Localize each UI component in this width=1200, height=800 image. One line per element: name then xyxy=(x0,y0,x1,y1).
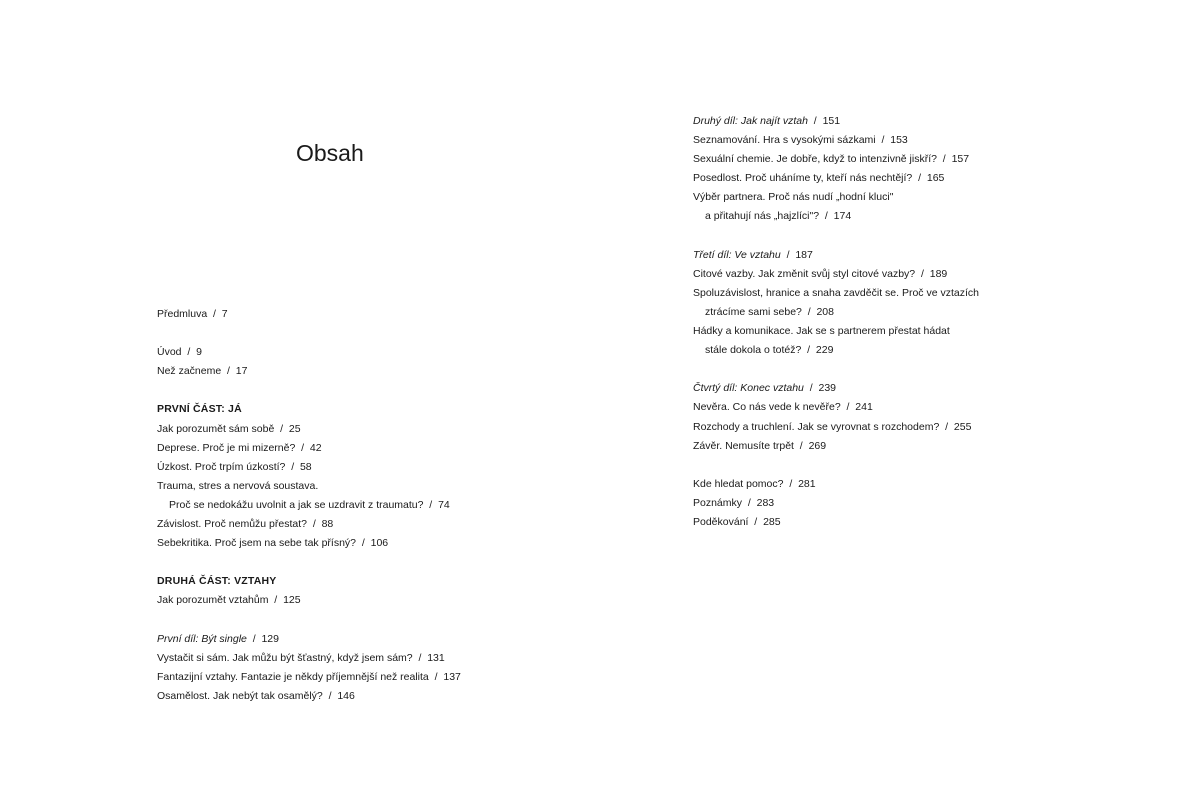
toc-page-number: 241 xyxy=(855,401,873,414)
toc-page-number: 88 xyxy=(321,518,334,531)
toc-entry-title: Jak porozumět vztahům xyxy=(157,594,269,607)
toc-section-heading xyxy=(693,112,1153,131)
toc-page-number: 174 xyxy=(833,210,852,223)
toc-entry-title: Proč se nedokážu uvolnit a jak se uzdravit z traumatu? xyxy=(169,498,424,511)
toc-entry xyxy=(157,343,617,362)
toc-separator: / xyxy=(221,365,236,378)
toc-entry-title: PRVNÍ ČÁST: JÁ xyxy=(157,403,242,416)
toc-entry xyxy=(157,534,617,553)
toc-entry-title: Sebekritika. Proč jsem na sebe tak přísný? xyxy=(157,537,357,550)
toc-separator: / xyxy=(322,689,338,702)
toc-page-number: 269 xyxy=(808,439,827,452)
toc-entry xyxy=(157,305,617,324)
toc-page-number: 106 xyxy=(370,537,389,550)
toc-entry-title: a přitahují nás „hajzlíci"? xyxy=(705,210,820,223)
toc-page-number: 283 xyxy=(756,496,775,509)
toc-page-number: 7 xyxy=(221,308,228,320)
toc-entry-title: Poznámky xyxy=(693,496,743,509)
toc-entry-title: Seznamování. Hra s vysokými sázkami xyxy=(693,134,876,147)
toc-page-number: 208 xyxy=(816,305,834,318)
toc-spacer xyxy=(157,553,617,572)
toc-entry-title: Deprese. Proč je mi mizerně? xyxy=(157,441,296,454)
toc-entry-title: ztrácíme sami sebe? xyxy=(705,305,802,318)
toc-spacer xyxy=(693,360,1153,379)
toc-left-column xyxy=(157,305,617,706)
toc-part-heading xyxy=(157,572,617,591)
toc-entry-title: Rozchody a truchlení. Jak se vyrovnat s rozchodem? xyxy=(693,420,940,433)
toc-entry-title: Než začneme xyxy=(157,365,222,378)
toc-entry-title: DRUHÁ ČÁST: VZTAHY xyxy=(157,575,277,588)
toc-page-number: 157 xyxy=(951,153,970,166)
toc-page-number: 153 xyxy=(890,134,908,147)
toc-separator: / xyxy=(780,248,796,261)
toc-separator: / xyxy=(875,134,891,147)
toc-page-number: 131 xyxy=(427,651,445,664)
toc-page-number: 285 xyxy=(763,515,781,528)
toc-entry xyxy=(157,420,617,439)
toc-spacer xyxy=(157,611,617,630)
toc-entry xyxy=(693,437,1153,456)
toc-entry-title: stále dokola o totéž? xyxy=(705,344,802,357)
toc-spacer xyxy=(157,381,617,400)
toc-separator: / xyxy=(801,305,817,318)
toc-entry xyxy=(693,513,1153,532)
toc-entry-title: Hádky a komunikace. Jak se s partnerem přestat hádat xyxy=(693,325,950,338)
toc-entry-title: Vystačit si sám. Jak můžu být šťastný, když jsem sám? xyxy=(157,651,413,664)
toc-entry xyxy=(693,265,1153,284)
toc-entry-title: Sexuální chemie. Je dobře, když to intenzivně jiskří? xyxy=(693,153,937,166)
toc-entry-title: Spoluzávislost, hranice a snaha zavděčit se. Proč ve vztazích xyxy=(693,286,979,299)
toc-separator: / xyxy=(936,153,952,166)
toc-section-heading xyxy=(693,379,1153,398)
toc-page-number: 74 xyxy=(438,498,450,511)
toc-separator: / xyxy=(356,537,371,550)
toc-page-number: 146 xyxy=(337,689,355,702)
toc-separator: / xyxy=(295,441,310,454)
toc-entry-title: Fantazijní vztahy. Fantazie je někdy příjemnější než realita xyxy=(157,670,429,683)
toc-entry xyxy=(157,515,617,534)
toc-separator: / xyxy=(915,267,930,280)
toc-entry-title: Předmluva xyxy=(157,308,208,320)
toc-entry xyxy=(693,169,1153,188)
toc-entry xyxy=(693,398,1153,417)
toc-entry-title: Úzkost. Proč trpím úzkostí? xyxy=(157,460,286,473)
toc-entry xyxy=(157,668,617,687)
toc-entry-title: Nevěra. Co nás vede k nevěře? xyxy=(693,401,841,414)
toc-entry xyxy=(157,649,617,668)
toc-entry-title: Výběr partnera. Proč nás nudí „hodní kluci" xyxy=(693,191,894,204)
toc-separator: / xyxy=(428,670,444,683)
toc-page-number: 189 xyxy=(929,267,948,280)
toc-separator: / xyxy=(912,172,927,185)
toc-separator: / xyxy=(742,496,757,509)
toc-entry-title: Citové vazby. Jak změnit svůj styl citové vazby? xyxy=(693,267,916,280)
toc-entry xyxy=(693,341,1153,360)
toc-page-number: 125 xyxy=(283,594,301,607)
toc-entry-title: Trauma, stres a nervová soustava. xyxy=(157,479,319,492)
toc-entry xyxy=(693,475,1153,494)
toc-entry-title: Závislost. Proč nemůžu přestat? xyxy=(157,518,307,531)
toc-separator: / xyxy=(793,439,809,452)
toc-entry xyxy=(693,303,1153,322)
toc-separator: / xyxy=(840,401,856,414)
toc-separator: / xyxy=(748,515,764,528)
toc-entry xyxy=(693,418,1153,437)
toc-page-number: 165 xyxy=(926,172,945,185)
toc-separator: / xyxy=(181,346,197,359)
toc-entry-title: Osamělost. Jak nebýt tak osamělý? xyxy=(157,689,323,702)
toc-entry-title: Závěr. Nemusíte trpět xyxy=(693,439,794,452)
toc-entry xyxy=(157,687,617,706)
toc-separator: / xyxy=(783,477,799,490)
toc-separator: / xyxy=(207,308,222,320)
toc-separator: / xyxy=(268,594,284,607)
toc-entry xyxy=(157,458,617,477)
toc-entry-title: Jak porozumět sám sobě xyxy=(157,422,275,435)
toc-separator: / xyxy=(274,422,289,435)
toc-page-number: 229 xyxy=(815,344,834,357)
toc-entry-title: Čtvrtý díl: Konec vztahu xyxy=(693,382,804,395)
toc-page-number: 187 xyxy=(795,248,813,261)
toc-page-number: 239 xyxy=(818,382,837,395)
toc-page-number: 281 xyxy=(798,477,816,490)
toc-separator: / xyxy=(412,651,428,664)
toc-entry xyxy=(157,496,617,515)
toc-entry-title: Třetí díl: Ve vztahu xyxy=(693,248,781,261)
toc-separator: / xyxy=(246,632,262,645)
toc-page-number: 129 xyxy=(261,632,279,645)
toc-page-number: 137 xyxy=(443,670,461,683)
toc-separator: / xyxy=(939,420,954,433)
toc-entry-title: První díl: Být single xyxy=(157,632,247,645)
toc-entry-title: Kde hledat pomoc? xyxy=(693,477,784,490)
toc-entry xyxy=(157,439,617,458)
toc-entry xyxy=(693,131,1153,150)
toc-entry xyxy=(693,284,1153,303)
toc-separator: / xyxy=(807,115,823,127)
toc-entry xyxy=(157,477,617,496)
toc-entry xyxy=(693,207,1153,226)
toc-spacer xyxy=(693,456,1153,475)
toc-entry xyxy=(693,322,1153,341)
toc-right-column xyxy=(693,112,1153,532)
toc-entry xyxy=(157,362,617,381)
toc-page-number: 42 xyxy=(309,441,322,454)
toc-entry xyxy=(693,150,1153,169)
toc-entry xyxy=(693,188,1153,207)
toc-separator: / xyxy=(819,210,834,223)
toc-page-number: 58 xyxy=(299,460,312,473)
toc-section-heading xyxy=(693,246,1153,265)
toc-separator: / xyxy=(423,498,439,511)
toc-entry xyxy=(157,591,617,610)
toc-spacer xyxy=(693,227,1153,246)
toc-entry-title: Posedlost. Proč uháníme ty, kteří nás nechtějí? xyxy=(693,172,913,185)
toc-part-heading xyxy=(157,400,617,419)
toc-separator: / xyxy=(285,460,300,473)
toc-page-number: 255 xyxy=(953,420,972,433)
toc-entry-title: Úvod xyxy=(157,346,182,359)
page-title: Obsah xyxy=(296,140,364,166)
toc-separator: / xyxy=(803,382,819,395)
toc-page-number: 25 xyxy=(288,422,301,435)
toc-spacer xyxy=(157,324,617,343)
toc-entry-title: Druhý díl: Jak najít vztah xyxy=(693,115,808,127)
toc-entry xyxy=(693,494,1153,513)
toc-page-number: 17 xyxy=(235,365,248,378)
toc-separator: / xyxy=(306,518,322,531)
toc-separator: / xyxy=(801,344,816,357)
toc-entry-title: Poděkování xyxy=(693,515,749,528)
toc-page-number: 9 xyxy=(196,346,202,359)
toc-section-heading xyxy=(157,630,617,649)
toc-page-number: 151 xyxy=(822,115,841,127)
